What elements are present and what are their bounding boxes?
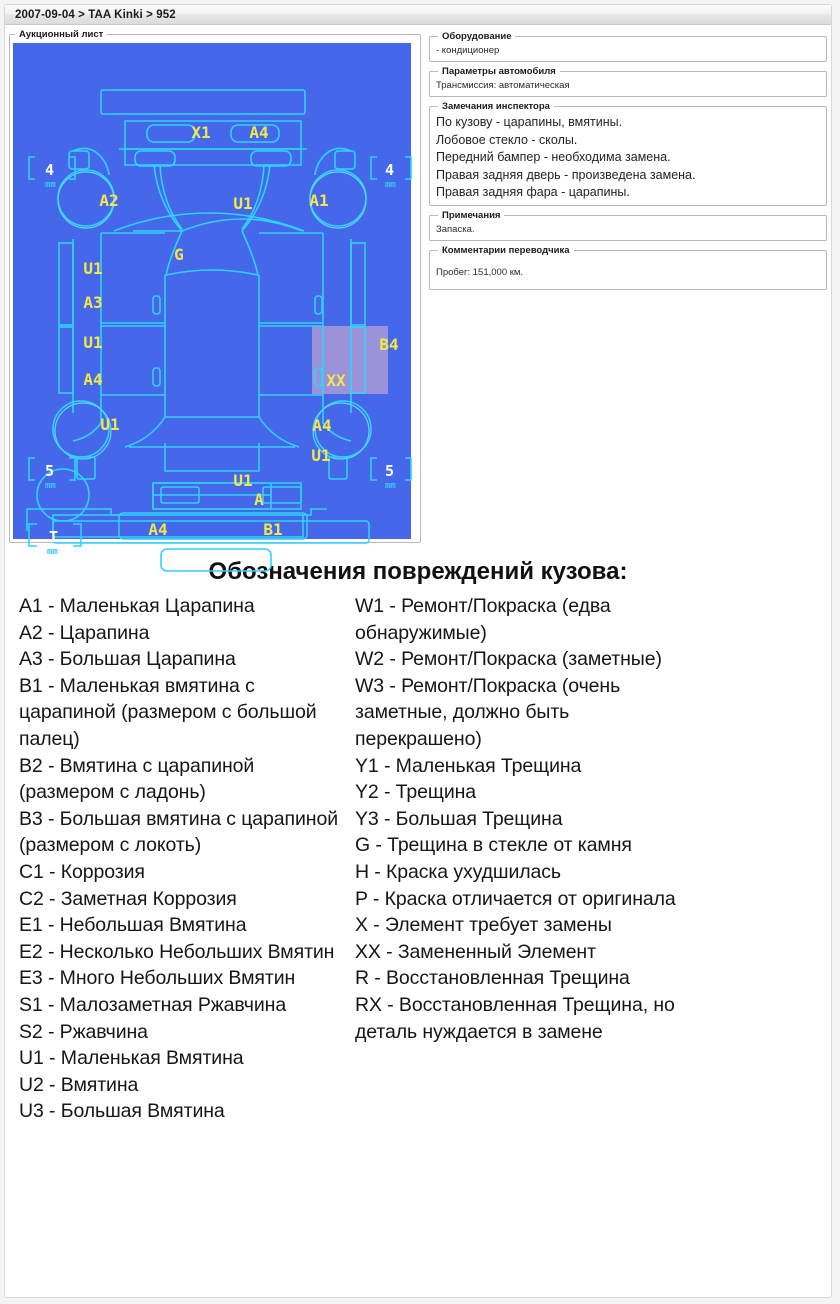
inspector-remark-line: Правая задняя фара - царапины. <box>436 185 630 199</box>
legend-item: C2 - Заметная Коррозия <box>19 887 237 910</box>
panel-translator-comments <box>429 245 827 290</box>
damage-code-a4-rr[interactable]: A4 <box>312 416 332 435</box>
panel-equipment-line-0: - кондиционер <box>436 45 500 56</box>
measurement-unit-front-right: mm <box>385 180 396 190</box>
legend-item: XX - Замененный Элемент <box>355 940 596 963</box>
panel-car-parameters-line-0: Трансмиссия: автоматическая <box>436 80 570 91</box>
damage-legend-right-column <box>349 593 685 1125</box>
damage-code-u1-rl[interactable]: U1 <box>83 333 103 352</box>
panel-equipment-legend: Оборудование <box>442 31 512 42</box>
auction-sheet-document <box>4 4 832 1298</box>
damage-code-u1-hood[interactable]: U1 <box>233 194 253 213</box>
legend-item: B2 - Вмятина с царапиной (размером с ладонь) <box>19 754 255 804</box>
damage-code-b4[interactable]: B4 <box>379 335 399 354</box>
damage-legend-left-column <box>19 593 349 1125</box>
panel-inspector-remarks <box>429 101 827 206</box>
measurement-value-front-right: 4 <box>385 161 395 179</box>
damage-code-a1[interactable]: A1 <box>309 191 329 210</box>
panel-translator-comments-legend: Комментарии переводчика <box>442 244 570 256</box>
legend-item: B1 - Маленькая вмятина с царапиной (размером с большой палец) <box>19 674 317 750</box>
legend-item: U1 - Маленькая Вмятина <box>19 1047 244 1070</box>
legend-item: RX - Восстановленная Трещина, но деталь нуждается в замене <box>355 993 675 1043</box>
legend-item: W3 - Ремонт/Покраска (очень заметные, должно быть перекрашено) <box>355 674 621 750</box>
legend-item: A1 - Маленькая Царапина <box>19 595 255 617</box>
auction-sheet-panel <box>9 29 421 557</box>
diagram-column <box>9 29 421 557</box>
legend-item: C1 - Коррозия <box>19 860 145 883</box>
damage-code-b1-bumper[interactable]: B1 <box>263 520 283 539</box>
legend-item: X - Элемент требует замены <box>355 914 612 937</box>
legend-item: E2 - Несколько Небольших Вмятин <box>19 940 335 963</box>
legend-item: S1 - Малозаметная Ржавчина <box>19 993 287 1016</box>
damage-code-a4-rl[interactable]: A4 <box>83 370 103 389</box>
legend-item: Y3 - Большая Трещина <box>355 807 563 830</box>
legend-item: A2 - Царапина <box>19 621 150 644</box>
legend-item: W1 - Ремонт/Покраска (едва обнаружимые) <box>355 595 611 644</box>
inspector-remark-line: Лобовое стекло - сколы. <box>436 132 578 147</box>
breadcrumb[interactable]: 2007-09-04 > TAA Kinki > 952 <box>15 8 176 21</box>
measurement-value-rear-left: 5 <box>45 462 55 480</box>
damage-legend-columns <box>13 593 823 1125</box>
panel-inspector-remarks-legend: Замечания инспектора <box>442 101 550 112</box>
inspector-remark-line: Передний бампер - необходима замена. <box>436 150 671 164</box>
legend-item: U3 - Большая Вмятина <box>19 1100 225 1123</box>
breadcrumb-bar <box>5 5 831 25</box>
legend-item: E1 - Небольшая Вмятина <box>19 914 247 937</box>
measurement-value-spare: T <box>49 528 59 546</box>
legend-item: S2 - Ржавчина <box>19 1020 148 1043</box>
legend-item: P - Краска отличается от оригинала <box>355 887 676 910</box>
auction-sheet-legend: Аукционный лист <box>19 29 104 40</box>
legend-item: W2 - Ремонт/Покраска (заметные) <box>355 648 662 671</box>
measurement-value-front-left: 4 <box>45 161 55 179</box>
legend-item: H - Краска ухудшилась <box>355 860 561 883</box>
measurement-unit-spare: mm <box>47 547 58 557</box>
legend-item: R - Восстановленная Трещина <box>355 967 630 990</box>
damage-code-a2[interactable]: A2 <box>99 191 119 210</box>
legend-item: Y1 - Маленькая Трещина <box>355 754 582 777</box>
damage-code-xx[interactable]: XX <box>326 371 346 390</box>
damage-code-u1-rr[interactable]: U1 <box>311 446 331 465</box>
legend-item: G - Трещина в стекле от камня <box>355 834 632 857</box>
measurement-unit-front-left: mm <box>45 180 56 190</box>
damage-code-a4-bumper[interactable]: A4 <box>148 520 168 539</box>
legend-item: A3 - Большая Царапина <box>19 648 236 671</box>
damage-code-a4-hood[interactable]: A4 <box>249 123 269 142</box>
panel-notes-line-0: Запаска. <box>436 223 475 235</box>
measurement-unit-rear-left: mm <box>45 481 56 491</box>
panel-notes-legend: Примечания <box>442 209 501 221</box>
main-content <box>5 25 831 557</box>
damage-code-g[interactable]: G <box>174 245 184 264</box>
car-damage-diagram[interactable] <box>13 43 411 557</box>
damage-legend-title: Обозначения повреждений кузова: <box>208 558 628 585</box>
legend-item: E3 - Много Небольших Вмятин <box>19 967 296 990</box>
damage-code-a3[interactable]: A3 <box>83 293 103 312</box>
legend-item: Y2 - Трещина <box>355 781 477 804</box>
legend-item: U2 - Вмятина <box>19 1073 139 1096</box>
damage-legend-section <box>5 543 831 1125</box>
measurement-value-rear-right: 5 <box>385 462 395 480</box>
panel-car-parameters-legend: Параметры автомобиля <box>442 66 556 77</box>
measurement-unit-rear-right: mm <box>385 481 396 491</box>
damage-code-u1-rq[interactable]: U1 <box>100 415 120 434</box>
panel-notes <box>429 210 827 241</box>
damage-code-x1[interactable]: X1 <box>191 123 211 142</box>
legend-item: B3 - Большая вмятина с царапиной (размером с локоть) <box>19 807 338 857</box>
damage-code-u1-fl[interactable]: U1 <box>83 259 103 278</box>
damage-code-a-plate[interactable]: A <box>254 490 264 509</box>
panel-equipment <box>429 31 827 62</box>
inspector-remark-line: Правая задняя дверь - произведена замена. <box>436 167 696 182</box>
panel-translator-comments-line-0: Пробег: 151,000 км. <box>436 266 524 278</box>
panel-car-parameters <box>429 66 827 97</box>
info-column <box>421 29 827 294</box>
damage-code-u1-trunk[interactable]: U1 <box>233 471 253 490</box>
inspector-remark-line: По кузову - царапины, вмятины. <box>436 115 623 129</box>
